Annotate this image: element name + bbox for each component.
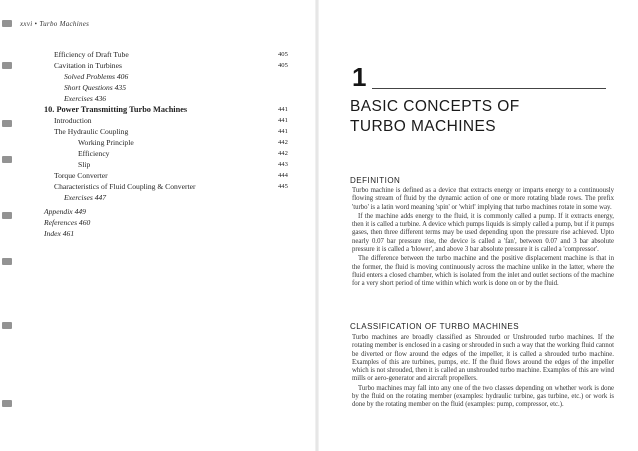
toc-entry-page: 441 bbox=[278, 128, 288, 135]
toc-entry-title: Characteristics of Fluid Coupling & Converter bbox=[54, 182, 196, 191]
toc-entry-title: Efficiency of Draft Tube bbox=[54, 50, 129, 59]
classification-body bbox=[352, 334, 614, 411]
toc-entry-title: Cavitation in Turbines bbox=[54, 61, 122, 70]
toc-entry-page: 405 bbox=[278, 62, 288, 69]
toc-entry-title: Index 461 bbox=[44, 229, 75, 238]
toc-entry bbox=[26, 228, 306, 239]
toc-entry-page: 443 bbox=[278, 161, 288, 168]
paragraph: Turbo machines are broadly classified as Shrouded or Unshrouded turbo machines. If the rotating member is enclosed in a casing or shrouded in such a way that the working fluid cannot be diverted or flow around the edges of the impeller, it is called a shrouded turbo machine. Examples of this are turbines, pumps, etc. If the fluid flows around the edges of the impeller which is not shrouded, then it is called an unshrouded turbo machine. Examples of this are wind mills or aero-generator and aircraft propellers. bbox=[352, 334, 614, 383]
chapter-title-line-1: BASIC CONCEPTS OF bbox=[350, 98, 520, 115]
toc-entry bbox=[26, 126, 306, 137]
toc-entry-page: 445 bbox=[278, 183, 288, 190]
chapter-title-line-2: TURBO MACHINES bbox=[350, 118, 496, 135]
toc-entry-title: Exercises 436 bbox=[64, 94, 107, 103]
toc-entry-page: 442 bbox=[278, 150, 288, 157]
toc-entry bbox=[26, 159, 306, 170]
chapter-rule bbox=[372, 88, 606, 89]
toc-entry bbox=[26, 170, 306, 181]
toc-entry-title: Torque Converter bbox=[54, 171, 108, 180]
classification-heading: CLASSIFICATION OF TURBO MACHINES bbox=[350, 322, 520, 331]
chapter-number: 1 bbox=[352, 62, 367, 92]
toc-entry bbox=[26, 49, 306, 60]
running-head: xxvi • Turbo Machines bbox=[20, 20, 90, 28]
toc-entry-title: The Hydraulic Coupling bbox=[54, 127, 129, 136]
toc-entry-title: Working Principle bbox=[78, 138, 134, 147]
toc-entry bbox=[26, 192, 306, 203]
toc-entry-title: Introduction bbox=[54, 116, 92, 125]
toc-entry bbox=[26, 71, 306, 82]
toc-entry bbox=[26, 137, 306, 148]
toc-entry-title: 10. Power Transmitting Turbo Machines bbox=[44, 105, 188, 114]
toc-entry bbox=[26, 104, 306, 115]
book-gutter bbox=[315, 0, 319, 451]
toc-entry bbox=[26, 82, 306, 93]
toc-entry-page: 444 bbox=[278, 172, 288, 179]
toc-entry-page: 441 bbox=[278, 117, 288, 124]
toc-entry bbox=[26, 217, 306, 228]
toc-entry bbox=[26, 181, 306, 192]
paragraph: Turbo machines may fall into any one of the two classes depending on whether work is done by the fluid on the rotating member (examples: hydraulic turbine, gas turbine, etc.) or work is done by the rotating member on the fluid (examples: pump, compressor, etc.). bbox=[352, 384, 614, 409]
toc-entry bbox=[26, 148, 306, 159]
definition-heading: DEFINITION bbox=[350, 176, 401, 185]
toc-entry-title: References 460 bbox=[44, 218, 91, 227]
toc-entry-title: Exercises 447 bbox=[64, 193, 107, 202]
paragraph: The difference between the turbo machine and the positive displacement machine is that in the former, the fluid is moving continuously across the machine unlike in the latter, where the fluid enters a closed chamber, which is isolated from the inlet and outlet sections of the machine for a very short period of time within which work is done on or by the fluid. bbox=[352, 255, 614, 288]
toc-entry-page: 441 bbox=[278, 106, 288, 113]
toc-entry bbox=[26, 115, 306, 126]
definition-body bbox=[352, 187, 614, 290]
toc-entry bbox=[26, 60, 306, 71]
toc-entry-title: Short Questions 435 bbox=[64, 83, 127, 92]
toc-entry-title: Slip bbox=[78, 160, 91, 169]
toc-entry-page: 405 bbox=[278, 51, 288, 58]
toc-entry bbox=[26, 206, 306, 217]
toc-entry-title: Efficiency bbox=[78, 149, 110, 158]
toc-entry-page: 442 bbox=[278, 139, 288, 146]
left-page-contents bbox=[0, 0, 316, 451]
toc-entry-title: Appendix 449 bbox=[44, 207, 86, 216]
paragraph: Turbo machine is defined as a device that extracts energy or imparts energy to a continuously flowing stream of fluid by the dynamic action of one or more rotating blade rows. The prefix 'turbo' is a latin word meaning 'spin' or 'whirl' implying that turbo machines rotate in some way. bbox=[352, 187, 614, 211]
toc-entry bbox=[26, 93, 306, 104]
paragraph: If the machine adds energy to the fluid, it is commonly called a pump. If it extracts energy, then it is called a turbine. A device which pumps liquids is simply called a pump, but if it pumps gases, then three different terms may be used depending upon the pressure rise achieved. Upto nearly 0.07 bar pressure rise, the device is called a 'fan', between 0.07 and 3 bar absolute pressure it is called a 'blower', and above 3 bar absolute pressure it is called a 'compressor'. bbox=[352, 212, 614, 254]
right-page-chapter bbox=[320, 0, 638, 451]
chapter-title bbox=[350, 97, 520, 137]
table-of-contents bbox=[26, 49, 306, 239]
toc-entry-title: Solved Problems 406 bbox=[64, 72, 129, 81]
